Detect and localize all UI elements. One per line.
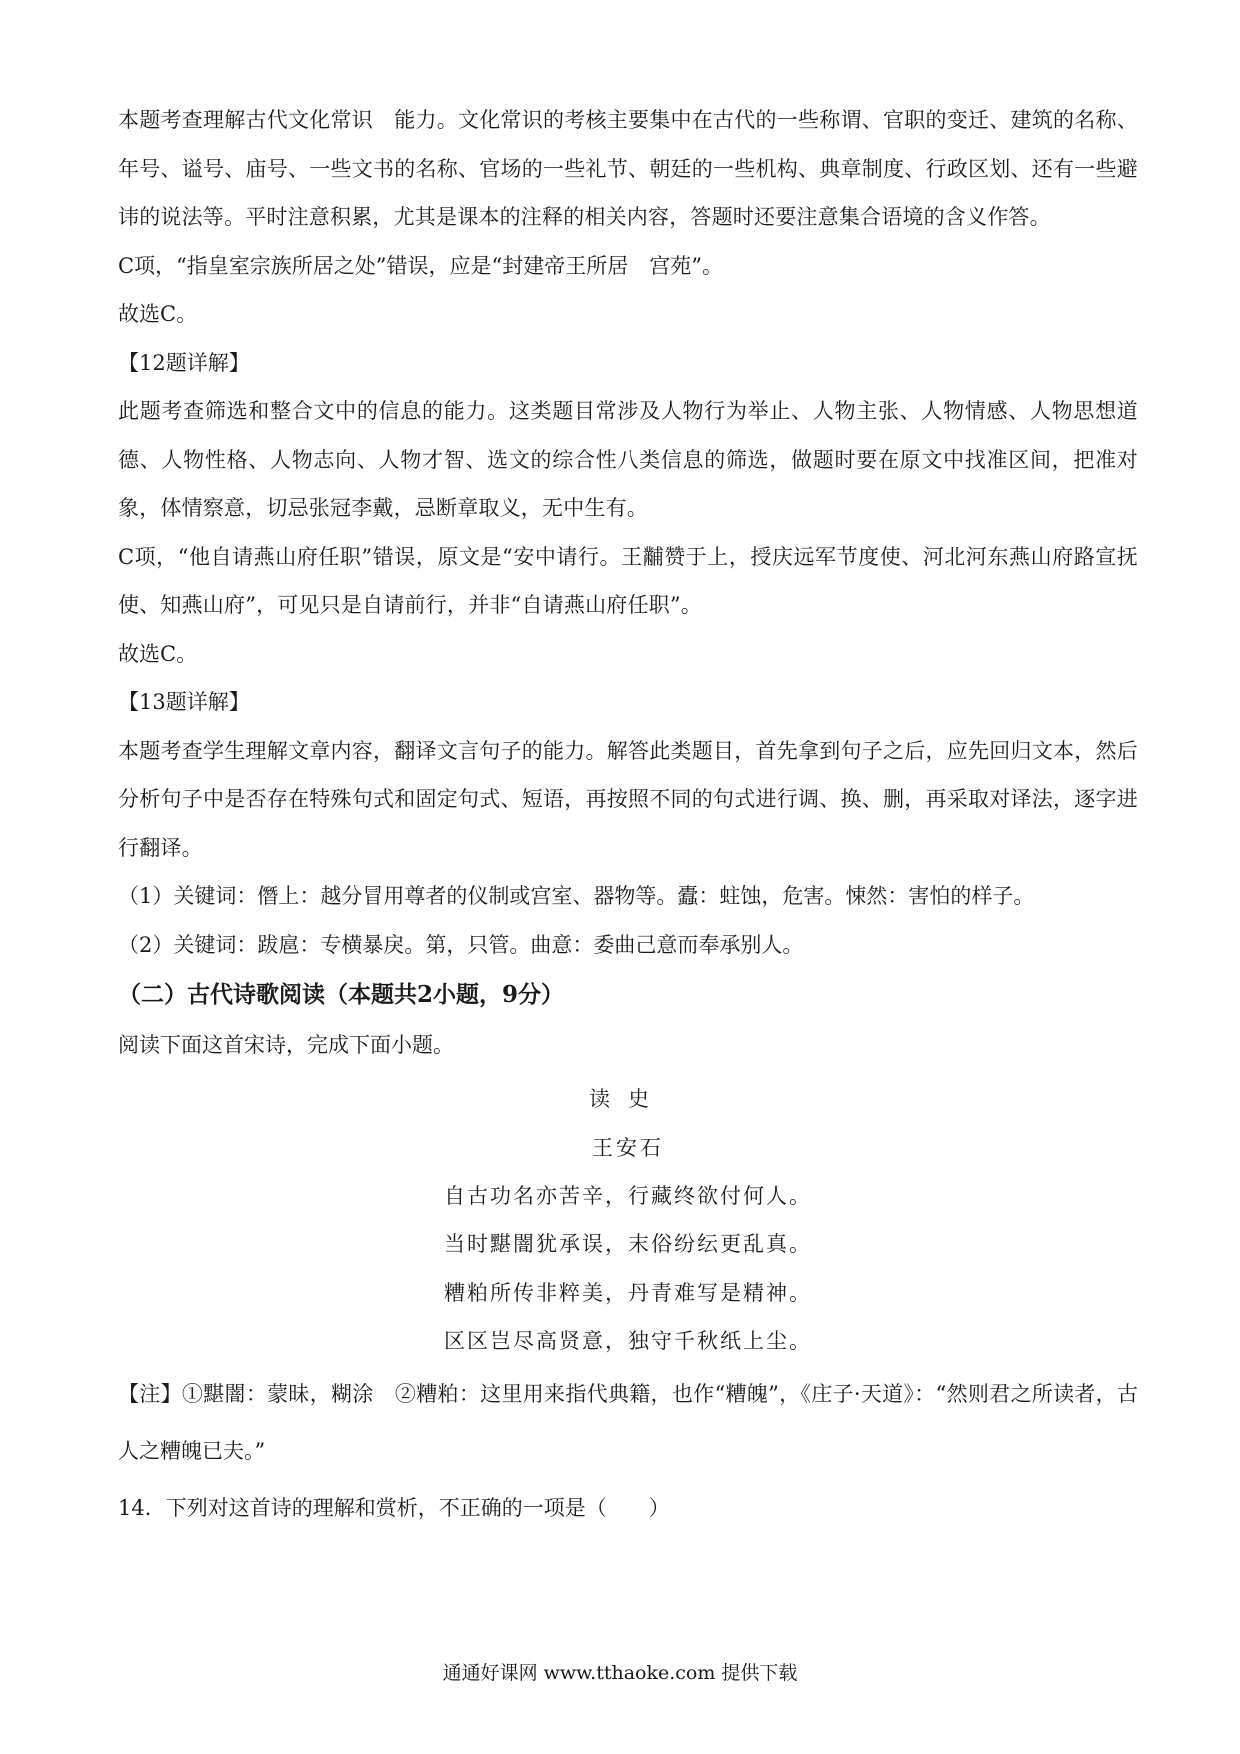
answer-11: 故选C。	[118, 302, 198, 326]
paragraph-option-c-12: C项，“他自请燕山府任职”错误，原文是“安中请行。王黼赞于上，授庆远军节度使、河北河东燕山府路宣抚使、知燕山府”，可见只是自请前行，并非“自请燕山府任职”。	[118, 544, 1138, 617]
poem-title: 读史	[589, 1086, 667, 1111]
paragraph-translation: 本题考查学生理解文章内容，翻译文言句子的能力。解答此类题目，首先拿到句子之后，应先回归文本，然后分析句子中是否存在特殊句式和固定句式、短语，再按照不同的句式进行调、换、删，再采取对译法，逐字进行翻译。	[118, 738, 1138, 860]
question-14: 14．下列对这首诗的理解和赏析，不正确的一项是（ ）	[118, 1495, 670, 1520]
section-instruction: 阅读下面这首宋诗，完成下面小题。	[118, 1033, 454, 1057]
poem-line: 当时黮闇犹承误，末俗纷纭更乱真。	[444, 1232, 812, 1256]
keyword-note-2: （2）关键词：跋扈：专横暴戾。第，只管。曲意：委曲己意而奉承别人。	[118, 932, 804, 957]
paragraph-culture-knowledge: 本题考查理解古代文化常识 能力。文化常识的考核主要集中在古代的一些称谓、官职的变迁、建筑的名称、年号、谥号、庙号、一些文书的名称、官场的一些礼节、朝廷的一些机构、典章制度、行政区划、还有一些避讳的说法等。平时注意积累，尤其是课本的注释的相关内容，答题时还要注意集合语境的含义作答。	[118, 108, 1138, 229]
poem-line: 糟粕所传非粹美，丹青难写是精神。	[444, 1280, 812, 1305]
page-footer: 通通好课网 www.tthaoke.com 提供下载	[442, 1662, 798, 1684]
paragraph-option-c-11: C项，“指皇室宗族所居之处”错误，应是“封建帝王所居 宫苑”。	[118, 253, 724, 278]
poem-line: 区区岂尽高贤意，独守千秋纸上尘。	[444, 1329, 812, 1353]
poem-annotation: 【注】①黮闇：蒙昧，糊涂 ②糟粕：这里用来指代典籍，也作“糟魄”，《庄子·天道》：“然则君之所读者，古人之糟魄已夫。”	[118, 1381, 1138, 1463]
section-heading-poetry: （二）古代诗歌阅读（本题共2小题，9分）	[118, 981, 565, 1008]
heading-q13-detail: 【13题详解】	[118, 690, 250, 714]
poem	[118, 1074, 1138, 1366]
poem-line: 自古功名亦苦辛，行藏终欲付何人。	[444, 1183, 812, 1208]
keyword-note-1: （1）关键词：僭上：越分冒用尊者的仪制或宫室、器物等。蠹：蛀蚀，危害。悚然：害怕的样子。	[118, 884, 1035, 908]
answer-12: 故选C。	[118, 641, 198, 666]
heading-q12-detail: 【12题详解】	[118, 350, 250, 375]
poem-author: 王安石	[592, 1135, 664, 1160]
document-body	[118, 96, 1138, 1532]
paragraph-info-filtering: 此题考查筛选和整合文中的信息的能力。这类题目常涉及人物行为举止、人物主张、人物情感、人物思想道德、人物性格、人物志向、人物才智、选文的综合性八类信息的筛选，做题时要在原文中找准区间，把准对象，体情察意，切忌张冠李戴，忌断章取义，无中生有。	[118, 399, 1138, 520]
